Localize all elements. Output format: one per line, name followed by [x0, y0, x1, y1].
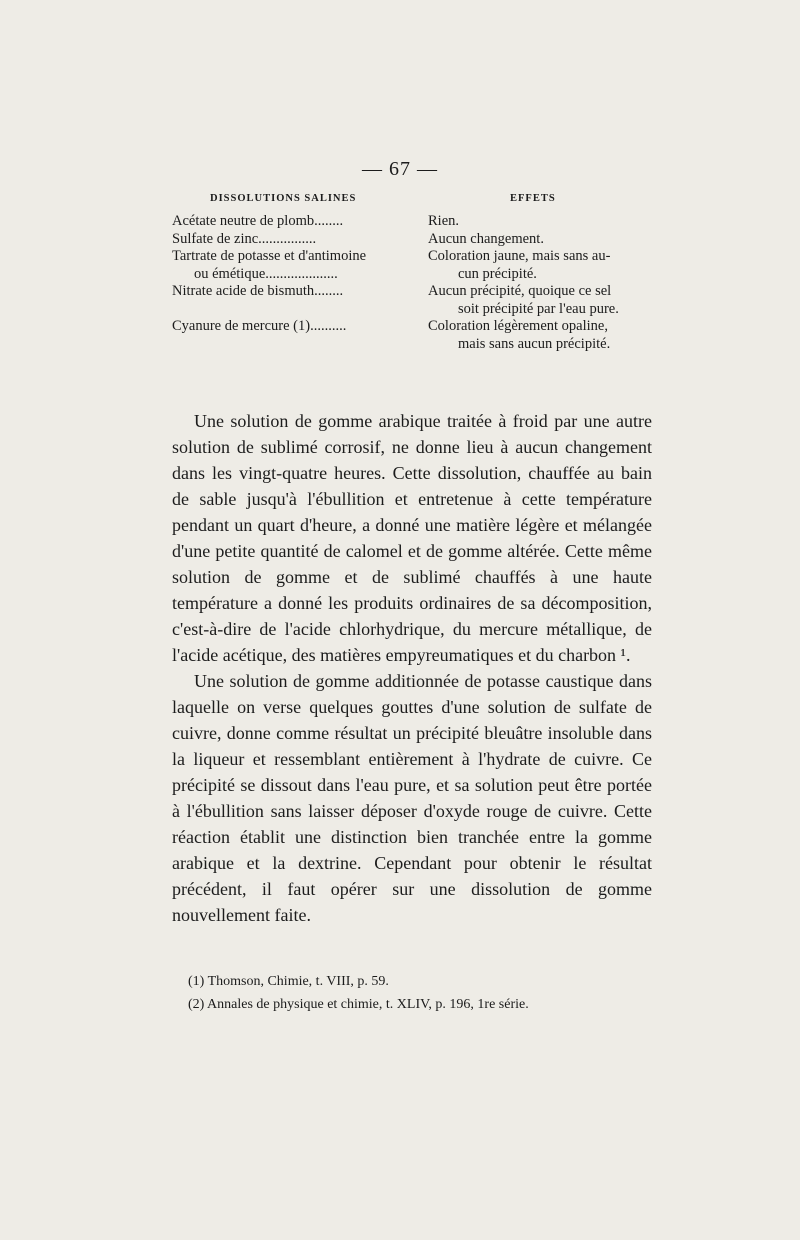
salt-name: Tartrate de potasse et d'antimoine — [172, 248, 367, 264]
salt-effect: Aucun précipité, quoique ce sel — [428, 283, 612, 299]
footnote: (1) Thomson, Chimie, t. VIII, p. 59. — [188, 974, 389, 989]
salt-effect: Rien. — [428, 213, 460, 229]
table-row — [172, 213, 660, 231]
header-left: DISSOLUTIONS SALINES — [210, 193, 357, 204]
table-row — [172, 248, 660, 283]
footnotes — [188, 970, 658, 1016]
salt-name: Sulfate de zinc................ — [172, 230, 317, 247]
paragraph: Une solution de gomme arabique traitée à froid par une autre solution de sublimé corrosif, ne donne lieu à aucun changement dans les vingt-quatre heures. Cette dissolution, chauffée au bain de sable jusqu'à l'ébullition et entretenue à cette température pendant un quart d'heure, a donné une matière légère et mélangée d'une petite quantité de calomel et de gomme altérée. Cette même solution de gomme et de sublimé chauffés à une haute température a donné les produits ordinaires de sa décomposition, c'est-à-dire de l'acide chlorhydrique, du mercure métallique, de l'acide acétique, des matières empyreumatiques et du charbon ¹. — [172, 411, 652, 665]
table-row — [172, 318, 660, 353]
table-row — [172, 283, 660, 318]
salt-effect: Coloration jaune, mais sans au- — [428, 248, 611, 264]
salt-effect-cont: mais sans aucun précipité. — [458, 335, 611, 352]
page-number: — 67 — — [362, 158, 438, 180]
salt-effect-cont: soit précipité par l'eau pure. — [458, 300, 619, 317]
salt-effects-table — [172, 193, 660, 353]
salt-name: Cyanure de mercure (1).......... — [172, 318, 347, 334]
header-right: EFFETS — [510, 193, 556, 204]
table-row — [172, 231, 660, 249]
paragraph: Une solution de gomme additionnée de potasse caustique dans laquelle on verse quelques gouttes d'une solution de sulfate de cuivre, donne comme résultat un précipité bleuâtre insoluble dans la liqueur et ressemblant entièrement à l'hydrate de cuivre. Ce précipité se dissout dans l'eau pure, et sa solution peut être portée à l'ébullition sans laisser déposer d'oxyde rouge de cuivre. Cette réaction établit une distinction bien tranchée entre la gomme arabique et la dextrine. Cependant pour obtenir le résultat précédent, il faut opérer sur une dissolution de gomme nouvellement faite. — [172, 671, 652, 925]
salt-name: Acétate neutre de plomb........ — [172, 213, 344, 229]
footnote: (2) Annales de physique et chimie, t. XLIV, p. 196, 1re série. — [188, 997, 529, 1012]
salt-name-cont: ou émétique.................... — [194, 265, 338, 282]
table-header — [172, 193, 660, 213]
salt-effect: Coloration légèrement opaline, — [428, 318, 608, 334]
salt-name: Nitrate acide de bismuth........ — [172, 283, 344, 299]
salt-effect-cont: cun précipité. — [458, 265, 537, 282]
salt-effect: Aucun changement. — [428, 230, 544, 247]
body-text — [172, 408, 652, 928]
